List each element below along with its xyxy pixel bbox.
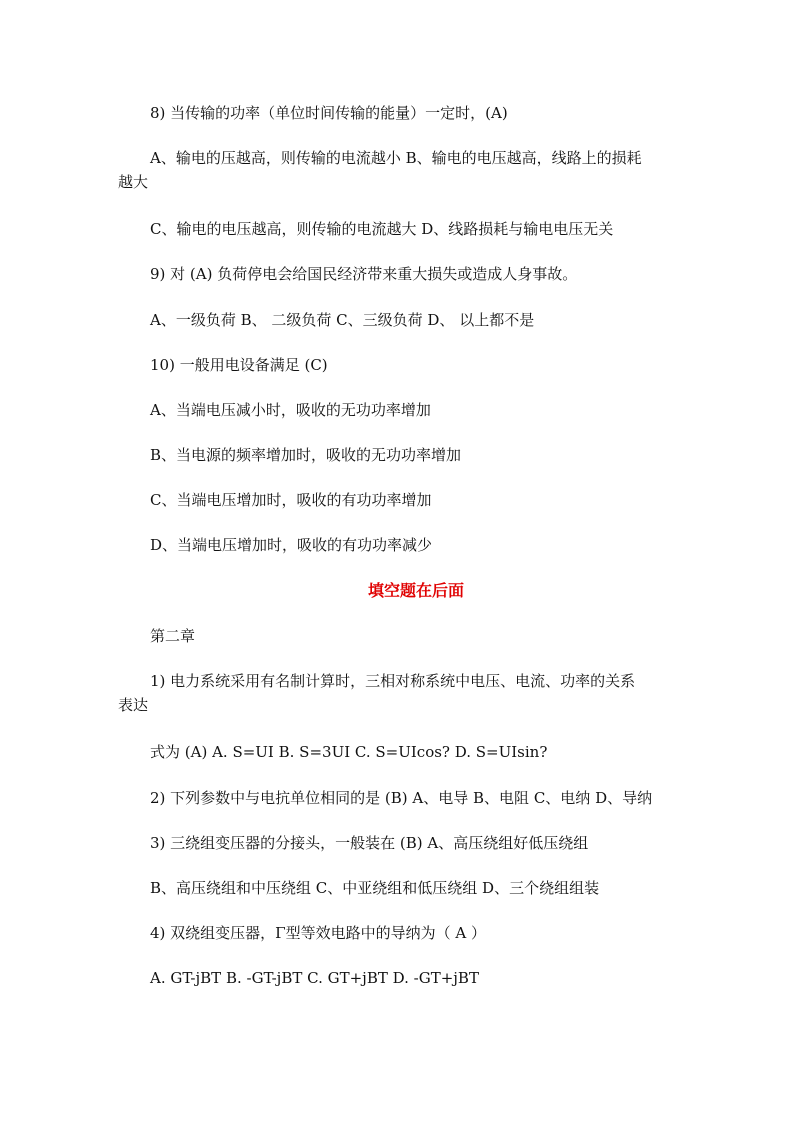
question-10-option-a: A、当端电压减小时，吸收的无功功率增加 — [150, 401, 431, 419]
question-8-options-ab-line2: 越大 — [118, 173, 149, 191]
question-ch2-1 — [118, 669, 678, 717]
question-ch2-3-options: B、高压绕组和中压绕组 C、中亚绕组和低压绕组 D、三个绕组组装 — [150, 879, 600, 897]
question-8-options-cd: C、输电的电压越高，则传输的电流越大 D、线路损耗与输电电压无关 — [150, 220, 614, 238]
chapter-title: 第二章 — [150, 627, 196, 645]
question-ch2-1-line1: 1) 电力系统采用有名制计算时，三相对称系统中电压、电流、功率的关系 — [150, 672, 636, 690]
question-9-options: A、一级负荷 B、 二级负荷 C、三级负荷 D、 以上都不是 — [150, 311, 535, 329]
question-9: 9) 对 (A) 负荷停电会给国民经济带来重大损失或造成人身事故。 — [150, 265, 578, 283]
question-8: 8) 当传输的功率（单位时间传输的能量）一定时，(A) — [150, 104, 508, 122]
question-10: 10) 一般用电设备满足 (C) — [150, 356, 328, 374]
question-ch2-4-options: A. GT-jBT B. -GT-jBT C. GT+jBT D. -GT+jBT — [150, 969, 479, 987]
question-8-options-ab-line1: A、输电的压越高，则传输的电流越小 B、输电的电压越高，线路上的损耗 — [150, 149, 642, 167]
question-ch2-3: 3) 三绕组变压器的分接头，一般装在 (B) A、高压绕组好低压绕组 — [150, 834, 589, 852]
question-ch2-1-line2: 表达 — [118, 696, 149, 714]
question-ch2-4: 4) 双绕组变压器，Γ型等效电路中的导纳为（ A ） — [150, 924, 486, 942]
question-10-option-c: C、当端电压增加时，吸收的有功功率增加 — [150, 491, 432, 509]
question-ch2-1-options: 式为 (A) A. S=UI B. S=3UI C. S=UIcos? D. S=UIsin? — [150, 743, 548, 761]
question-ch2-2: 2) 下列参数中与电抗单位相同的是 (B) A、电导 B、电阻 C、电纳 D、导纳 — [150, 789, 653, 807]
question-10-option-d: D、当端电压增加时，吸收的有功功率减少 — [150, 536, 433, 554]
question-8-options-ab — [118, 146, 678, 194]
section-heading: 填空题在后面 — [367, 581, 464, 600]
question-10-option-b: B、当电源的频率增加时，吸收的无功功率增加 — [150, 446, 462, 464]
